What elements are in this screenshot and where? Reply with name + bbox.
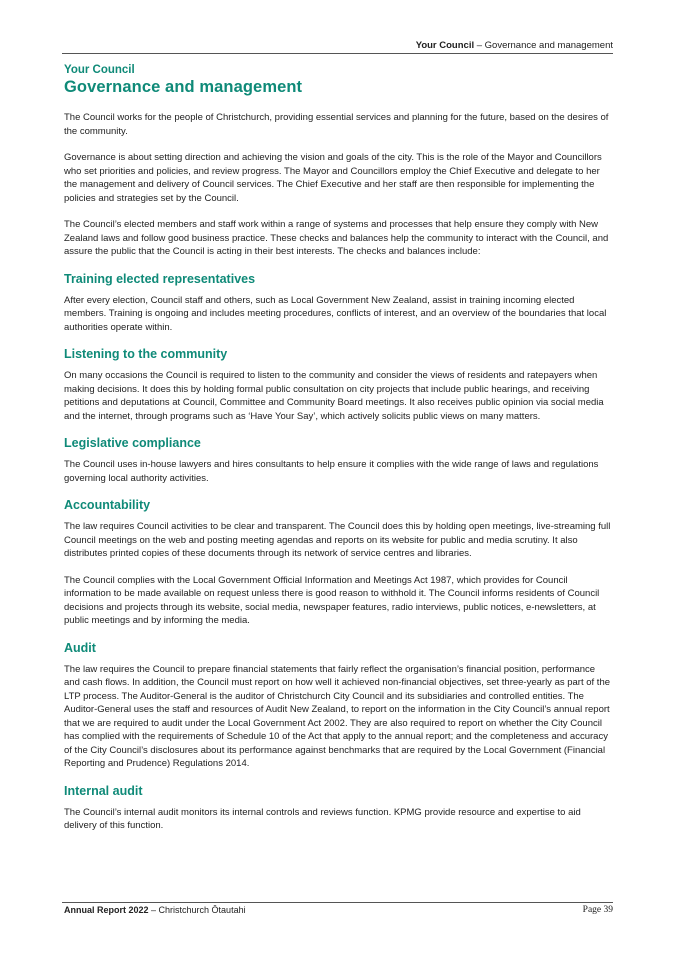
footer-report-location: – Christchurch Ōtautahi <box>148 905 246 915</box>
section-paragraph: The law requires Council activities to be clear and transparent. The Council does this by holding open meetings, live-streaming full Council meetings on the web and posting meeting agendas and reports on its website for public and media scrutiny. It also distributes printed copies of these documents through its network of service centres and libraries. <box>64 521 611 559</box>
section-internal-audit <box>64 784 612 833</box>
section-listening <box>64 347 612 423</box>
section-paragraph: After every election, Council staff and others, such as Local Government New Zealand, assist in training incoming elected members. Training is ongoing and includes meeting procedures, conflicts of interest, and an overview of the boundaries that local authorities operate within. <box>64 294 607 333</box>
section-heading: Audit <box>64 640 96 655</box>
section-legislative <box>64 436 612 485</box>
section-audit <box>64 641 612 771</box>
section-paragraph: The law requires the Council to prepare financial statements that fairly reflect the organisation’s financial position, performance and cash flows. In addition, the Council must report on how well it achieved non-financial objectives, set three-yearly as part of the LTP process. The Auditor-General is the auditor of Christchurch City Council and its subsidiaries and controlled entities. The Auditor-General uses the staff and resources of Audit New Zealand, to report on the information in the City Council’s annual report that we are required to audit under the Local Government Act 2002. They are also required to report on whether the City Council has complied with the requirements of Schedule 10 of the Act that apply to the annual report; and the completeness and accuracy of the City Council’s disclosures about its performance against benchmarks that are required by the Local Government (Financial Reporting and Prudence) Regulations 2014. <box>64 663 611 769</box>
section-kicker: Your Council <box>64 64 135 76</box>
section-heading: Legislative compliance <box>64 436 201 450</box>
footer-rule <box>62 902 613 903</box>
section-heading: Internal audit <box>64 783 143 798</box>
section-accountability <box>64 498 612 628</box>
section-heading: Listening to the community <box>64 347 228 361</box>
header-rule <box>62 53 613 54</box>
section-paragraph: The Council complies with the Local Government Official Information and Meetings Act 1987, which provides for Council information to be made available on request unless there is good reason to withhold it. The Council informs residents of Council decisions and projects through its website, social media, newspaper features, radio interviews, public notices, e-newsletters, at public meetings and by informing the media. <box>64 574 600 626</box>
section-paragraph: The Council uses in-house lawyers and hires consultants to help ensure it complies with the wide range of laws and regulations governing local authority activities. <box>64 459 599 484</box>
section-heading: Training elected representatives <box>64 271 256 286</box>
running-header-subsection: – Governance and management <box>474 40 613 51</box>
running-header-section: Your Council <box>415 40 475 51</box>
section-paragraph: The Council’s internal audit monitors its internal controls and reviews function. KPMG provide resource and expertise to aid delivery of this function. <box>64 806 581 831</box>
page-number: Page 39 <box>582 905 613 915</box>
running-header <box>62 40 613 51</box>
intro-paragraph: Governance is about setting direction and achieving the vision and goals of the city. This is the role of the Mayor and Councillors who set priorities and policies, and review progress. The Mayor and Councillors employ the Chief Executive and delegate to her the management and delivery of Council services. The Chief Executive and her staff are then responsible for implementing the policies and strategies set by the Council. <box>64 152 602 204</box>
section-training <box>64 272 612 335</box>
section-paragraph: On many occasions the Council is required to listen to the community and consider the views of residents and ratepayers when making decisions. It does this by holding formal public consultation on city projects that include public hearings, and receiving petitions and deputations at Council, Committee and Community Board meetings. It also receives public opinion via social media and the internet, through programs such as ‘Have Your Say’, which actively solicits public views on many matters. <box>64 370 604 422</box>
page-content <box>64 64 612 846</box>
footer-report-name: Annual Report 2022 <box>64 905 149 915</box>
intro-paragraph: The Council works for the people of Christchurch, providing essential services and planning for the future, based on the desires of the community. <box>64 112 609 137</box>
page-title: Governance and management <box>64 78 303 96</box>
intro-paragraph: The Council’s elected members and staff work within a range of systems and processes that help ensure they comply with New Zealand laws and follow good business practice. These checks and balances help the community to interact with the Council, and assure the public that the Council is acting in their best interests. The checks and balances include: <box>64 219 609 257</box>
section-heading: Accountability <box>64 498 151 512</box>
footer-report-title <box>64 905 246 915</box>
